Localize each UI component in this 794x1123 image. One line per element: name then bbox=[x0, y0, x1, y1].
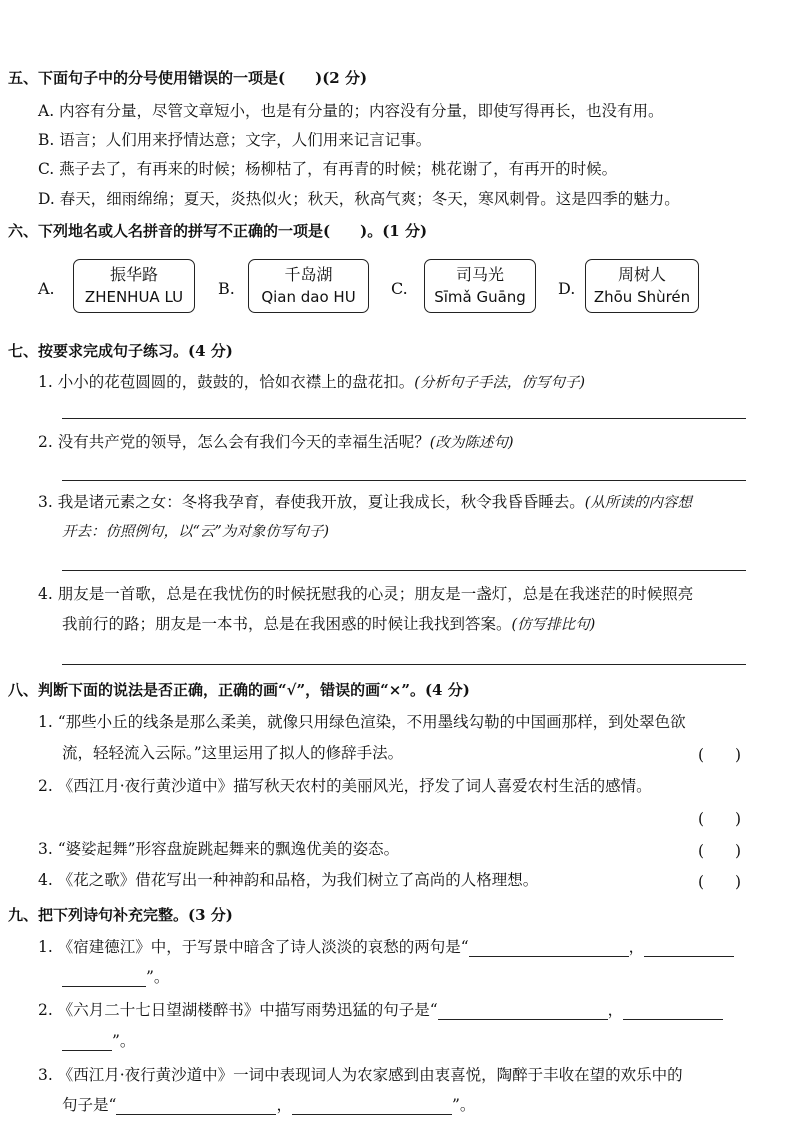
s7-q4-note: (仿写排比句) bbox=[511, 617, 596, 633]
s8-q4-answer-paren[interactable]: ( ) bbox=[698, 873, 742, 891]
s7-q3-line1 bbox=[38, 492, 692, 513]
s9-q2-comma: ， bbox=[607, 1001, 624, 1019]
s9-q3-text-2: 句子是“ bbox=[62, 1096, 117, 1114]
s9-q2-line2 bbox=[62, 1031, 135, 1051]
s5-option-d: D. 春天，细雨绵绵；夏天，炎热似火；秋天，秋高气爽；冬天，寒风刺骨。这是四季的魅力。 bbox=[38, 190, 680, 208]
s9-q3-blank-1[interactable] bbox=[116, 1098, 276, 1115]
s7-q1-note: (分析句子手法，仿写句子) bbox=[414, 375, 586, 391]
s9-q1-line2 bbox=[62, 967, 169, 987]
s5-option-a: A. 内容有分量，尽管文章短小，也是有分量的；内容没有分量，即使写得再长，也没有用。 bbox=[38, 102, 664, 120]
section-6-title: 六、下列地名或人名拼音的拼写不正确的一项是( )。(1 分) bbox=[8, 222, 428, 240]
s8-q1-answer-paren[interactable]: ( ) bbox=[698, 746, 742, 764]
s9-q2-close: ”。 bbox=[112, 1032, 136, 1050]
s7-q3-text: 3. 我是诸元素之女：冬将我孕育，春使我开放，夏让我成长，秋令我昏昏睡去。 bbox=[38, 493, 585, 511]
section-7-title: 七、按要求完成句子练习。(4 分) bbox=[8, 342, 233, 360]
s6-letter-a: A. bbox=[38, 279, 55, 298]
section-9-title: 九、把下列诗句补充完整。(3 分) bbox=[8, 906, 233, 924]
s8-q4: 4. 《花之歌》借花写出一种神韵和品格，为我们树立了高尚的人格理想。 bbox=[38, 871, 539, 889]
s9-q1-line1 bbox=[38, 937, 734, 957]
s7-q2 bbox=[38, 432, 514, 453]
s9-q2-blank-2-end[interactable] bbox=[62, 1034, 112, 1051]
s9-q3-line2 bbox=[62, 1095, 475, 1115]
s7-q1-answer-line[interactable] bbox=[62, 418, 746, 419]
s6-box-a bbox=[73, 259, 195, 313]
s7-q2-answer-line[interactable] bbox=[62, 480, 746, 481]
s7-q4-answer-line[interactable] bbox=[62, 664, 746, 665]
s7-q1 bbox=[38, 372, 585, 393]
s8-q1-line2: 流，轻轻流入云际。”这里运用了拟人的修辞手法。 bbox=[62, 744, 404, 762]
s9-q1-comma: ， bbox=[628, 938, 645, 956]
s9-q2-text: 2. 《六月二十七日望湖楼醉书》中描写雨势迅猛的句子是“ bbox=[38, 1001, 438, 1019]
s9-q1-blank-2-start[interactable] bbox=[644, 940, 734, 957]
s6-hanzi-b: 千岛湖 bbox=[284, 265, 333, 284]
s9-q3-close: ”。 bbox=[451, 1096, 476, 1114]
s6-letter-b: B. bbox=[218, 279, 235, 298]
s6-letter-c: C. bbox=[391, 279, 408, 298]
section-8-title: 八、判断下面的说法是否正确，正确的画“√”，错误的画“×”。(4 分) bbox=[8, 681, 470, 699]
s8-q3: 3. “婆娑起舞”形容盘旋跳起舞来的飘逸优美的姿态。 bbox=[38, 840, 400, 858]
s9-q2-blank-2-start[interactable] bbox=[623, 1003, 723, 1020]
s7-q4-line2 bbox=[62, 614, 595, 635]
s5-option-b: B. 语言；人们用来抒情达意；文字，人们用来记言记事。 bbox=[38, 131, 432, 149]
s8-q2: 2. 《西江月·夜行黄沙道中》描写秋天农村的美丽风光，抒发了词人喜爱农村生活的感情。 bbox=[38, 777, 652, 795]
s8-q1-line1: 1. “那些小丘的线条是那么柔美，就像只用绿色渲染，不用墨线勾勒的中国画那样，到处翠色欲 bbox=[38, 713, 686, 731]
s7-q2-note: (改为陈述句) bbox=[429, 435, 514, 451]
s6-pinyin-c: Sīmǎ Guāng bbox=[434, 288, 526, 306]
s6-hanzi-c: 司马光 bbox=[455, 265, 504, 284]
s9-q2-blank-1[interactable] bbox=[438, 1003, 608, 1020]
s6-box-c bbox=[424, 259, 536, 313]
s9-q1-blank-2-end[interactable] bbox=[62, 970, 146, 987]
s9-q3-comma: ， bbox=[276, 1096, 292, 1114]
s9-q3-blank-2[interactable] bbox=[292, 1098, 452, 1115]
s8-q3-answer-paren[interactable]: ( ) bbox=[698, 842, 742, 860]
s6-box-d bbox=[585, 259, 699, 313]
s6-hanzi-a: 振华路 bbox=[109, 265, 158, 284]
s6-pinyin-b: Qian dao HU bbox=[261, 288, 356, 306]
s9-q1-blank-1[interactable] bbox=[469, 940, 629, 957]
s7-q3-note-1: (从所读的内容想 bbox=[584, 495, 692, 511]
s9-q2-line1 bbox=[38, 1000, 723, 1020]
s5-option-c: C. 燕子去了，有再来的时候；杨柳枯了，有再青的时候；桃花谢了，有再开的时候。 bbox=[38, 160, 618, 178]
s6-pinyin-d: Zhōu Shùrén bbox=[593, 288, 691, 306]
s8-q2-answer-paren[interactable]: ( ) bbox=[698, 810, 742, 828]
s7-q4-line1: 4. 朋友是一首歌，总是在我忧伤的时候抚慰我的心灵；朋友是一盏灯，总是在我迷茫的时候照亮 bbox=[38, 585, 694, 603]
s6-letter-d: D. bbox=[558, 279, 576, 298]
s7-q3-note-2: 开去：仿照例句，以“云”为对象仿写句子) bbox=[62, 524, 329, 540]
s9-q1-text: 1. 《宿建德江》中，于写景中暗含了诗人淡淡的哀愁的两句是“ bbox=[38, 938, 469, 956]
s6-box-b bbox=[248, 259, 369, 313]
s7-q4-text-2: 我前行的路；朋友是一本书，总是在我困惑的时候让我找到答案。 bbox=[62, 615, 512, 633]
s6-hanzi-d: 周树人 bbox=[617, 265, 666, 284]
section-5-title: 五、下面句子中的分号使用错误的一项是( )(2 分) bbox=[8, 69, 368, 87]
s7-q2-text: 2. 没有共产党的领导，怎么会有我们今天的幸福生活呢？ bbox=[38, 433, 430, 451]
s9-q3-line1: 3. 《西江月·夜行黄沙道中》一词中表现词人为农家感到由衷喜悦，陶醉于丰收在望的欢乐中的 bbox=[38, 1066, 683, 1084]
s9-q1-close: ”。 bbox=[146, 968, 170, 986]
s6-pinyin-a: ZHENHUA LU bbox=[84, 288, 184, 306]
s7-q3-answer-line[interactable] bbox=[62, 570, 746, 571]
s7-q1-text: 1. 小小的花苞圆圆的，鼓鼓的，恰如衣襟上的盘花扣。 bbox=[38, 373, 415, 391]
